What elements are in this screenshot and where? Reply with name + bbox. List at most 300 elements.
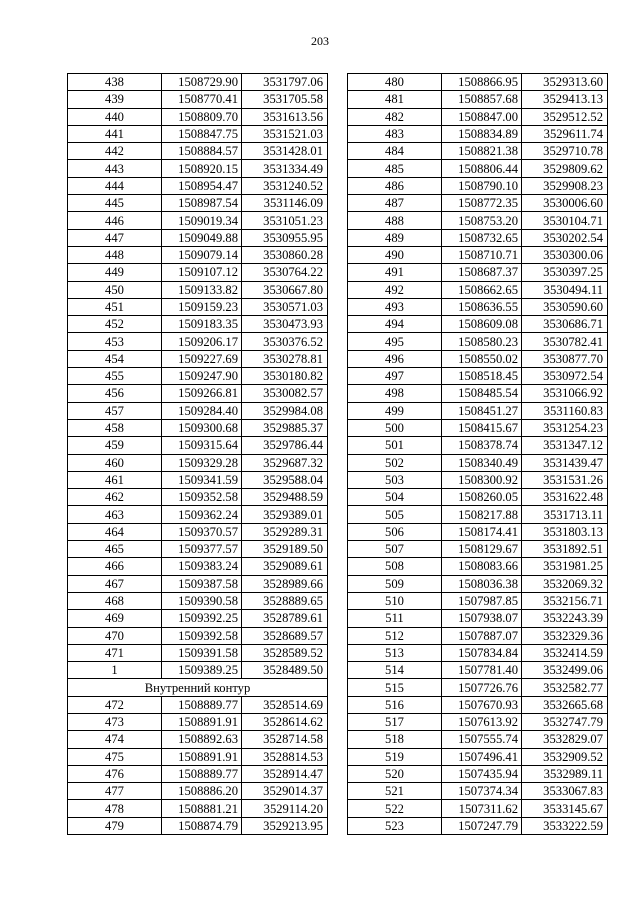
- table-row: [348, 610, 608, 627]
- y-coordinate-cell: 3528814.53: [242, 748, 328, 765]
- point-number-cell: 470: [68, 627, 162, 644]
- y-coordinate-cell: 3531146.09: [242, 195, 328, 212]
- table-row: [68, 402, 328, 419]
- table-row: [68, 523, 328, 540]
- table-row: [348, 108, 608, 125]
- table-row: [68, 246, 328, 263]
- table-row: [348, 91, 608, 108]
- x-coordinate-cell: 1508920.15: [162, 160, 242, 177]
- point-number-cell: 477: [68, 783, 162, 800]
- table-row: [348, 783, 608, 800]
- y-coordinate-cell: 3530860.28: [242, 246, 328, 263]
- table-row: [348, 558, 608, 575]
- point-number-cell: 497: [348, 368, 442, 385]
- table-row: [348, 644, 608, 661]
- y-coordinate-cell: 3533067.83: [522, 783, 608, 800]
- point-number-cell: 464: [68, 523, 162, 540]
- point-number-cell: 449: [68, 264, 162, 281]
- x-coordinate-cell: 1508881.21: [162, 800, 242, 817]
- y-coordinate-cell: 3531521.03: [242, 125, 328, 142]
- coordinates-table-left: [67, 73, 328, 835]
- y-coordinate-cell: 3531439.47: [522, 454, 608, 471]
- table-row: [348, 541, 608, 558]
- y-coordinate-cell: 3531240.52: [242, 177, 328, 194]
- x-coordinate-cell: 1508753.20: [442, 212, 522, 229]
- table-row: [68, 627, 328, 644]
- table-row: [68, 385, 328, 402]
- table-row: [348, 333, 608, 350]
- point-number-cell: 448: [68, 246, 162, 263]
- table-row: [348, 195, 608, 212]
- y-coordinate-cell: 3532499.06: [522, 662, 608, 679]
- point-number-cell: 475: [68, 748, 162, 765]
- y-coordinate-cell: 3529213.95: [242, 817, 328, 834]
- y-coordinate-cell: 3531428.01: [242, 143, 328, 160]
- point-number-cell: 459: [68, 437, 162, 454]
- table-row: [68, 575, 328, 592]
- y-coordinate-cell: 3529313.60: [522, 74, 608, 91]
- point-number-cell: 461: [68, 471, 162, 488]
- x-coordinate-cell: 1508485.54: [442, 385, 522, 402]
- x-coordinate-cell: 1507781.40: [442, 662, 522, 679]
- x-coordinate-cell: 1508687.37: [442, 264, 522, 281]
- y-coordinate-cell: 3531051.23: [242, 212, 328, 229]
- point-number-cell: 491: [348, 264, 442, 281]
- point-number-cell: 455: [68, 368, 162, 385]
- x-coordinate-cell: 1508874.79: [162, 817, 242, 834]
- x-coordinate-cell: 1509266.81: [162, 385, 242, 402]
- x-coordinate-cell: 1508821.38: [442, 143, 522, 160]
- x-coordinate-cell: 1508809.70: [162, 108, 242, 125]
- point-number-cell: 523: [348, 817, 442, 834]
- x-coordinate-cell: 1509284.40: [162, 402, 242, 419]
- table-row: [68, 800, 328, 817]
- table-row: [68, 368, 328, 385]
- x-coordinate-cell: 1508847.75: [162, 125, 242, 142]
- x-coordinate-cell: 1508847.00: [442, 108, 522, 125]
- table-row: [348, 471, 608, 488]
- point-number-cell: 496: [348, 350, 442, 367]
- y-coordinate-cell: 3528714.58: [242, 731, 328, 748]
- y-coordinate-cell: 3533145.67: [522, 800, 608, 817]
- y-coordinate-cell: 3531160.83: [522, 402, 608, 419]
- table-row: [68, 748, 328, 765]
- table-row: [68, 316, 328, 333]
- x-coordinate-cell: 1508710.71: [442, 246, 522, 263]
- y-coordinate-cell: 3531066.92: [522, 385, 608, 402]
- table-row: [68, 783, 328, 800]
- x-coordinate-cell: 1508889.77: [162, 696, 242, 713]
- table-row: [68, 160, 328, 177]
- coordinates-table-left-body: [68, 74, 328, 835]
- coordinates-table-right: [347, 73, 608, 835]
- x-coordinate-cell: 1509392.25: [162, 610, 242, 627]
- x-coordinate-cell: 1507311.62: [442, 800, 522, 817]
- table-row: [68, 471, 328, 488]
- y-coordinate-cell: 3530972.54: [522, 368, 608, 385]
- x-coordinate-cell: 1508891.91: [162, 713, 242, 730]
- point-number-cell: 502: [348, 454, 442, 471]
- y-coordinate-cell: 3528589.52: [242, 644, 328, 661]
- table-row: [348, 402, 608, 419]
- point-number-cell: 495: [348, 333, 442, 350]
- x-coordinate-cell: 1509377.57: [162, 541, 242, 558]
- y-coordinate-cell: 3528614.62: [242, 713, 328, 730]
- point-number-cell: 456: [68, 385, 162, 402]
- y-coordinate-cell: 3529984.08: [242, 402, 328, 419]
- y-coordinate-cell: 3529809.62: [522, 160, 608, 177]
- y-coordinate-cell: 3530082.57: [242, 385, 328, 402]
- x-coordinate-cell: 1509392.58: [162, 627, 242, 644]
- y-coordinate-cell: 3528889.65: [242, 592, 328, 609]
- x-coordinate-cell: 1509159.23: [162, 298, 242, 315]
- y-coordinate-cell: 3529908.23: [522, 177, 608, 194]
- table-row: [68, 817, 328, 834]
- x-coordinate-cell: 1508300.92: [442, 471, 522, 488]
- x-coordinate-cell: 1509341.59: [162, 471, 242, 488]
- y-coordinate-cell: 3531622.48: [522, 489, 608, 506]
- point-number-cell: 489: [348, 229, 442, 246]
- x-coordinate-cell: 1508083.66: [442, 558, 522, 575]
- table-row: [348, 177, 608, 194]
- point-number-cell: 518: [348, 731, 442, 748]
- point-number-cell: 503: [348, 471, 442, 488]
- table-row: [348, 125, 608, 142]
- x-coordinate-cell: 1507834.84: [442, 644, 522, 661]
- y-coordinate-cell: 3528914.47: [242, 765, 328, 782]
- table-row: [348, 696, 608, 713]
- x-coordinate-cell: 1509227.69: [162, 350, 242, 367]
- point-number-cell: 511: [348, 610, 442, 627]
- point-number-cell: 481: [348, 91, 442, 108]
- point-number-cell: 480: [348, 74, 442, 91]
- point-number-cell: 510: [348, 592, 442, 609]
- point-number-cell: 483: [348, 125, 442, 142]
- y-coordinate-cell: 3530782.41: [522, 333, 608, 350]
- table-row: [348, 368, 608, 385]
- y-coordinate-cell: 3532414.59: [522, 644, 608, 661]
- y-coordinate-cell: 3529687.32: [242, 454, 328, 471]
- table-row: [348, 281, 608, 298]
- table-row: [68, 125, 328, 142]
- table-row: [68, 91, 328, 108]
- point-number-cell: 500: [348, 419, 442, 436]
- table-row: [68, 489, 328, 506]
- point-number-cell: 512: [348, 627, 442, 644]
- x-coordinate-cell: 1508891.91: [162, 748, 242, 765]
- x-coordinate-cell: 1508378.74: [442, 437, 522, 454]
- y-coordinate-cell: 3529389.01: [242, 506, 328, 523]
- y-coordinate-cell: 3531892.51: [522, 541, 608, 558]
- y-coordinate-cell: 3529488.59: [242, 489, 328, 506]
- point-number-cell: 460: [68, 454, 162, 471]
- y-coordinate-cell: 3532829.07: [522, 731, 608, 748]
- point-number-cell: 485: [348, 160, 442, 177]
- point-number-cell: 519: [348, 748, 442, 765]
- table-row: [348, 298, 608, 315]
- x-coordinate-cell: 1508662.65: [442, 281, 522, 298]
- x-coordinate-cell: 1508886.20: [162, 783, 242, 800]
- table-row: [348, 229, 608, 246]
- y-coordinate-cell: 3530180.82: [242, 368, 328, 385]
- x-coordinate-cell: 1509387.58: [162, 575, 242, 592]
- x-coordinate-cell: 1508415.67: [442, 419, 522, 436]
- table-row: [348, 143, 608, 160]
- point-number-cell: 505: [348, 506, 442, 523]
- x-coordinate-cell: 1509019.34: [162, 212, 242, 229]
- point-number-cell: 488: [348, 212, 442, 229]
- point-number-cell: 454: [68, 350, 162, 367]
- table-row: [68, 212, 328, 229]
- table-row: [348, 212, 608, 229]
- point-number-cell: 451: [68, 298, 162, 315]
- table-row: [68, 108, 328, 125]
- y-coordinate-cell: 3530877.70: [522, 350, 608, 367]
- point-number-cell: 458: [68, 419, 162, 436]
- x-coordinate-cell: 1509049.88: [162, 229, 242, 246]
- x-coordinate-cell: 1508174.41: [442, 523, 522, 540]
- y-coordinate-cell: 3529710.78: [522, 143, 608, 160]
- point-number-cell: 467: [68, 575, 162, 592]
- y-coordinate-cell: 3529885.37: [242, 419, 328, 436]
- table-row: [348, 748, 608, 765]
- x-coordinate-cell: 1507887.07: [442, 627, 522, 644]
- y-coordinate-cell: 3529114.20: [242, 800, 328, 817]
- point-number-cell: 465: [68, 541, 162, 558]
- point-number-cell: 520: [348, 765, 442, 782]
- table-row: [68, 610, 328, 627]
- x-coordinate-cell: 1508340.49: [442, 454, 522, 471]
- point-number-cell: 476: [68, 765, 162, 782]
- table-row: [68, 454, 328, 471]
- y-coordinate-cell: 3529413.13: [522, 91, 608, 108]
- x-coordinate-cell: 1507938.07: [442, 610, 522, 627]
- table-row: [68, 350, 328, 367]
- x-coordinate-cell: 1507247.79: [442, 817, 522, 834]
- x-coordinate-cell: 1509390.58: [162, 592, 242, 609]
- point-number-cell: 478: [68, 800, 162, 817]
- table-row: [348, 679, 608, 696]
- table-row: [348, 74, 608, 91]
- point-number-cell: 450: [68, 281, 162, 298]
- y-coordinate-cell: 3530278.81: [242, 350, 328, 367]
- point-number-cell: 515: [348, 679, 442, 696]
- point-number-cell: 469: [68, 610, 162, 627]
- table-row: [68, 731, 328, 748]
- table-row: [348, 246, 608, 263]
- x-coordinate-cell: 1508732.65: [442, 229, 522, 246]
- table-row: [68, 644, 328, 661]
- x-coordinate-cell: 1509300.68: [162, 419, 242, 436]
- y-coordinate-cell: 3530376.52: [242, 333, 328, 350]
- point-number-cell: 468: [68, 592, 162, 609]
- x-coordinate-cell: 1508260.05: [442, 489, 522, 506]
- x-coordinate-cell: 1508729.90: [162, 74, 242, 91]
- table-row: [68, 74, 328, 91]
- x-coordinate-cell: 1508451.27: [442, 402, 522, 419]
- coordinates-table-right-body: [348, 74, 608, 835]
- point-number-cell: 453: [68, 333, 162, 350]
- point-number-cell: 521: [348, 783, 442, 800]
- point-number-cell: 508: [348, 558, 442, 575]
- point-number-cell: 487: [348, 195, 442, 212]
- y-coordinate-cell: 3530104.71: [522, 212, 608, 229]
- y-coordinate-cell: 3529189.50: [242, 541, 328, 558]
- table-row: [348, 316, 608, 333]
- x-coordinate-cell: 1507670.93: [442, 696, 522, 713]
- point-number-cell: 509: [348, 575, 442, 592]
- y-coordinate-cell: 3532989.11: [522, 765, 608, 782]
- point-number-cell: 479: [68, 817, 162, 834]
- point-number-cell: 490: [348, 246, 442, 263]
- x-coordinate-cell: 1508550.02: [442, 350, 522, 367]
- y-coordinate-cell: 3529014.37: [242, 783, 328, 800]
- y-coordinate-cell: 3532747.79: [522, 713, 608, 730]
- section-header-row: [68, 679, 328, 696]
- table-row: [348, 385, 608, 402]
- y-coordinate-cell: 3529289.31: [242, 523, 328, 540]
- table-row: [348, 160, 608, 177]
- table-row: [68, 419, 328, 436]
- x-coordinate-cell: 1508770.41: [162, 91, 242, 108]
- table-row: [348, 264, 608, 281]
- table-row: [68, 143, 328, 160]
- y-coordinate-cell: 3532156.71: [522, 592, 608, 609]
- y-coordinate-cell: 3530473.93: [242, 316, 328, 333]
- table-row: [68, 177, 328, 194]
- x-coordinate-cell: 1509329.28: [162, 454, 242, 471]
- table-row: [68, 558, 328, 575]
- x-coordinate-cell: 1509107.12: [162, 264, 242, 281]
- point-number-cell: 466: [68, 558, 162, 575]
- y-coordinate-cell: 3531981.25: [522, 558, 608, 575]
- y-coordinate-cell: 3532069.32: [522, 575, 608, 592]
- x-coordinate-cell: 1508834.89: [442, 125, 522, 142]
- x-coordinate-cell: 1508790.10: [442, 177, 522, 194]
- point-number-cell: 507: [348, 541, 442, 558]
- x-coordinate-cell: 1508129.67: [442, 541, 522, 558]
- y-coordinate-cell: 3531713.11: [522, 506, 608, 523]
- table-row: [348, 662, 608, 679]
- y-coordinate-cell: 3529786.44: [242, 437, 328, 454]
- y-coordinate-cell: 3530202.54: [522, 229, 608, 246]
- y-coordinate-cell: 3530300.06: [522, 246, 608, 263]
- y-coordinate-cell: 3528514.69: [242, 696, 328, 713]
- table-row: [348, 817, 608, 834]
- y-coordinate-cell: 3530571.03: [242, 298, 328, 315]
- y-coordinate-cell: 3531531.26: [522, 471, 608, 488]
- table-row: [348, 350, 608, 367]
- y-coordinate-cell: 3531803.13: [522, 523, 608, 540]
- y-coordinate-cell: 3533222.59: [522, 817, 608, 834]
- y-coordinate-cell: 3530590.60: [522, 298, 608, 315]
- point-number-cell: 444: [68, 177, 162, 194]
- y-coordinate-cell: 3532909.52: [522, 748, 608, 765]
- y-coordinate-cell: 3531334.49: [242, 160, 328, 177]
- x-coordinate-cell: 1509391.58: [162, 644, 242, 661]
- y-coordinate-cell: 3529588.04: [242, 471, 328, 488]
- y-coordinate-cell: 3528489.50: [242, 662, 328, 679]
- x-coordinate-cell: 1508866.95: [442, 74, 522, 91]
- point-number-cell: 472: [68, 696, 162, 713]
- x-coordinate-cell: 1508036.38: [442, 575, 522, 592]
- page-number: 203: [311, 34, 329, 48]
- table-row: [348, 592, 608, 609]
- point-number-cell: 506: [348, 523, 442, 540]
- y-coordinate-cell: 3531797.06: [242, 74, 328, 91]
- y-coordinate-cell: 3532243.39: [522, 610, 608, 627]
- point-number-cell: 482: [348, 108, 442, 125]
- point-number-cell: 498: [348, 385, 442, 402]
- y-coordinate-cell: 3531705.58: [242, 91, 328, 108]
- point-number-cell: 494: [348, 316, 442, 333]
- point-number-cell: 438: [68, 74, 162, 91]
- point-number-cell: 522: [348, 800, 442, 817]
- point-number-cell: 504: [348, 489, 442, 506]
- y-coordinate-cell: 3532582.77: [522, 679, 608, 696]
- x-coordinate-cell: 1507374.34: [442, 783, 522, 800]
- y-coordinate-cell: 3531613.56: [242, 108, 328, 125]
- x-coordinate-cell: 1507435.94: [442, 765, 522, 782]
- y-coordinate-cell: 3530955.95: [242, 229, 328, 246]
- x-coordinate-cell: 1507613.92: [442, 713, 522, 730]
- x-coordinate-cell: 1509133.82: [162, 281, 242, 298]
- x-coordinate-cell: 1509383.24: [162, 558, 242, 575]
- point-number-cell: 439: [68, 91, 162, 108]
- point-number-cell: 499: [348, 402, 442, 419]
- table-row: [68, 264, 328, 281]
- x-coordinate-cell: 1508892.63: [162, 731, 242, 748]
- y-coordinate-cell: 3530667.80: [242, 281, 328, 298]
- table-row: [348, 489, 608, 506]
- point-number-cell: 484: [348, 143, 442, 160]
- y-coordinate-cell: 3531347.12: [522, 437, 608, 454]
- y-coordinate-cell: 3532665.68: [522, 696, 608, 713]
- x-coordinate-cell: 1508884.57: [162, 143, 242, 160]
- table-row: [348, 731, 608, 748]
- table-row: [68, 437, 328, 454]
- x-coordinate-cell: 1509352.58: [162, 489, 242, 506]
- x-coordinate-cell: 1509183.35: [162, 316, 242, 333]
- x-coordinate-cell: 1509370.57: [162, 523, 242, 540]
- x-coordinate-cell: 1507987.85: [442, 592, 522, 609]
- table-row: [348, 800, 608, 817]
- point-number-cell: 486: [348, 177, 442, 194]
- point-number-cell: 501: [348, 437, 442, 454]
- x-coordinate-cell: 1508772.35: [442, 195, 522, 212]
- point-number-cell: 492: [348, 281, 442, 298]
- point-number-cell: 452: [68, 316, 162, 333]
- point-number-cell: 514: [348, 662, 442, 679]
- y-coordinate-cell: 3529089.61: [242, 558, 328, 575]
- table-row: [68, 229, 328, 246]
- table-row: [348, 437, 608, 454]
- point-number-cell: 493: [348, 298, 442, 315]
- point-number-cell: 1: [68, 662, 162, 679]
- table-row: [68, 195, 328, 212]
- point-number-cell: 513: [348, 644, 442, 661]
- x-coordinate-cell: 1509315.64: [162, 437, 242, 454]
- x-coordinate-cell: 1509079.14: [162, 246, 242, 263]
- point-number-cell: 463: [68, 506, 162, 523]
- point-number-cell: 445: [68, 195, 162, 212]
- y-coordinate-cell: 3530764.22: [242, 264, 328, 281]
- point-number-cell: 457: [68, 402, 162, 419]
- table-row: [68, 662, 328, 679]
- point-number-cell: 516: [348, 696, 442, 713]
- y-coordinate-cell: 3528689.57: [242, 627, 328, 644]
- y-coordinate-cell: 3529512.52: [522, 108, 608, 125]
